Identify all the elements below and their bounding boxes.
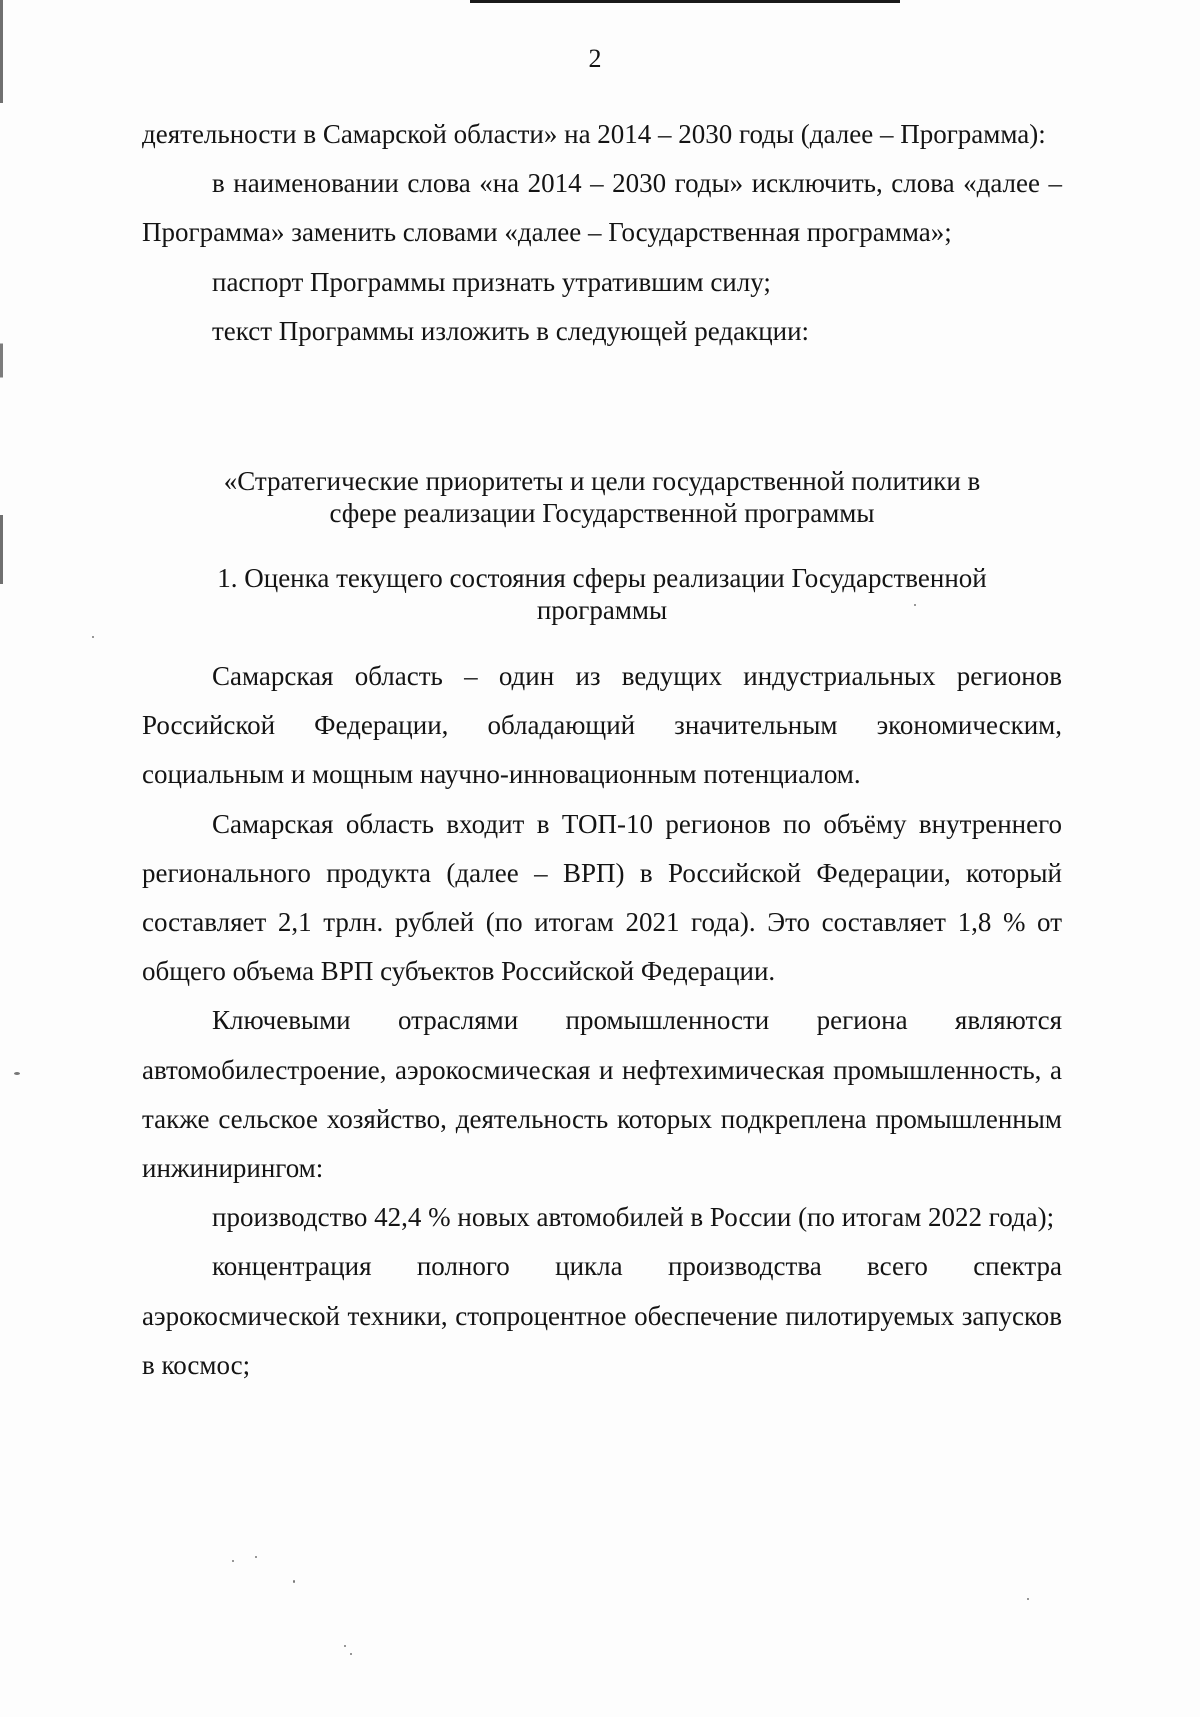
paragraph-continuation xyxy=(142,110,1062,356)
scan-speck xyxy=(232,1560,234,1562)
page-number: 2 xyxy=(588,44,602,73)
scan-speck xyxy=(92,636,94,638)
section-heading-2-line-1: 1. Оценка текущего состояния сферы реализации Государственной xyxy=(217,563,987,593)
scan-speck xyxy=(914,604,916,606)
scan-speck xyxy=(350,1653,352,1655)
section-heading-1-line-2: сфере реализации Государственной программы xyxy=(329,498,875,528)
scan-left-edge xyxy=(0,0,3,1717)
paragraph-3: паспорт Программы признать утратившим силу; xyxy=(212,266,771,297)
scan-speck xyxy=(14,1072,20,1075)
section-heading-2-line-2: программы xyxy=(536,595,668,625)
paragraph-9: концентрация полного цикла производства всего спектра аэрокосмической техники, стопроцентное обеспечение пилотируемых запусков в космос; xyxy=(142,1251,1062,1380)
section-heading-1 xyxy=(142,465,1062,529)
paragraph-7: Ключевыми отраслями промышленности региона являются автомобилестроение, аэрокосмическая и нефтехимическая промышленность, а также сельское хозяйство, деятельность которых подкреплена промышленным инжинирингом: xyxy=(142,1005,1062,1184)
section-heading-2 xyxy=(142,562,1062,626)
paragraph-2: в наименовании слова «на 2014 – 2030 годы» исключить, слова «далее – Программа» заменить словами «далее – Государственная программа»; xyxy=(142,168,1062,248)
paragraph-8: производство 42,4 % новых автомобилей в России (по итогам 2022 года); xyxy=(212,1202,1055,1233)
paragraph-6: Самарская область входит в ТОП-10 регионов по объёму внутреннего регионального продукта (далее – ВРП) в Российской Федерации, который составляет 2,1 трлн. рублей (по итогам 2021 года). Это составляет 1,8 % от общего объема ВРП субъектов Российской Федерации. xyxy=(142,808,1062,987)
paragraph-4: текст Программы изложить в следующей редакции: xyxy=(212,315,810,346)
scan-top-edge xyxy=(470,0,900,3)
body-text xyxy=(142,652,1062,1390)
paragraph-1: деятельности в Самарской области» на 2014 – 2030 годы (далее – Программа): xyxy=(142,119,1046,149)
scan-speck xyxy=(344,1645,346,1647)
paragraph-5: Самарская область – один из ведущих индустриальных регионов Российской Федерации, обладающий значительным экономическим, социальным и мощным научно-инновационным потенциалом. xyxy=(142,661,1062,790)
scan-speck xyxy=(255,1556,257,1558)
scan-speck xyxy=(293,1580,295,1583)
scan-speck xyxy=(1027,1598,1029,1600)
section-heading-1-line-1: «Стратегические приоритеты и цели государственной политики в xyxy=(223,466,981,496)
